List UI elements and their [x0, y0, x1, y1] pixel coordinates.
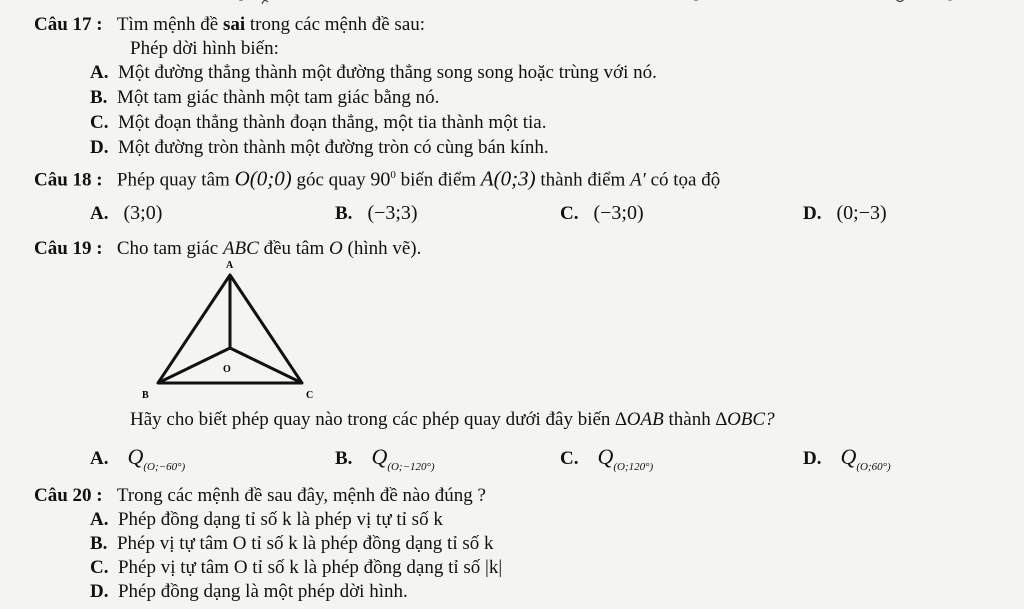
option-value: (0;−3) [836, 202, 887, 224]
question-17-text: Tìm mệnh đề [116, 14, 223, 35]
question-18-option-d[interactable] [803, 202, 887, 225]
option-value: (−3;3) [367, 202, 418, 224]
question-18-label: Câu 18 : [34, 169, 103, 191]
option-text: Một tam giác thành một tam giác bằng nó. [116, 87, 440, 108]
question-17-option-d[interactable] [90, 137, 549, 159]
rotation-symbol: Q [597, 444, 614, 469]
question-17-label: Câu 17 : [34, 14, 103, 35]
rotation-angle: 90 [370, 168, 391, 191]
option-text: Phép vị tự tâm O tỉ số k là phép đồng dạng tỉ số |k| [117, 557, 503, 578]
question-17-emphasis: sai [222, 14, 246, 35]
triangle-oab: ∆OAB [615, 409, 664, 430]
vertex-a-label: A [226, 260, 234, 271]
option-value: (3;0) [123, 202, 163, 224]
question-19-label: Câu 19 : [34, 238, 103, 259]
question-18-text: Phép quay tâm [116, 169, 235, 191]
question-19-option-c[interactable] [560, 446, 653, 478]
question-19-option-a[interactable] [90, 446, 185, 478]
option-letter: D. [803, 448, 822, 469]
question-18-text-2: góc quay [291, 169, 371, 191]
cropped-previous-content [0, 0, 1024, 8]
rotation-symbol: Q [840, 444, 857, 469]
option-letter: C. [90, 557, 109, 578]
rotation-symbol: Q [127, 444, 144, 469]
option-letter: B. [335, 203, 353, 224]
degree-mark: 0 [390, 169, 396, 181]
option-text: Một đường tròn thành một đường tròn có cùng bán kính. [117, 137, 549, 158]
question-17-intro: Phép dời hình biến: [130, 38, 279, 59]
question-18-option-b[interactable] [335, 202, 418, 225]
option-letter: A. [90, 448, 109, 469]
option-letter: C. [90, 112, 109, 133]
question-20-label: Câu 20 : [34, 485, 103, 506]
option-letter: A. [90, 62, 109, 83]
question-20-stem [34, 485, 486, 507]
question-18-option-a[interactable] [90, 202, 162, 225]
rotation-subscript: (O;120°) [613, 461, 654, 473]
image-point: A′ [630, 169, 646, 191]
question-19-text-2: đều tâm [258, 238, 330, 259]
option-text: Một đường thẳng thành một đường thẳng song song hoặc trùng với nó. [117, 62, 657, 83]
question-19-text-3: (hình vẽ). [342, 238, 422, 259]
question-17-option-c[interactable] [90, 112, 546, 134]
option-letter: C. [560, 203, 579, 224]
triangle-name: ABC [222, 238, 259, 259]
question-20-option-a[interactable] [90, 509, 443, 531]
question-19-prompt-text: Hãy cho biết phép quay nào trong các phép quay dưới đây biến [130, 409, 616, 430]
point-a: A(0;3) [480, 166, 536, 191]
vertex-b-label: B [142, 390, 149, 401]
question-20-option-c[interactable] [90, 557, 502, 579]
question-19-option-d[interactable] [803, 446, 891, 478]
rotation-subscript: (O;−120°) [387, 461, 435, 473]
option-letter: A. [90, 203, 109, 224]
question-17-stem [34, 14, 425, 36]
question-18-option-c[interactable] [560, 202, 644, 225]
rotation-center: O(0;0) [234, 166, 292, 191]
rotation-subscript: (O;60°) [856, 461, 891, 473]
option-text: Phép vị tự tâm O tỉ số k là phép đồng dạng tỉ số k [116, 533, 494, 554]
option-letter: B. [90, 87, 108, 108]
question-19-option-b[interactable] [335, 446, 435, 478]
question-17-text-end: trong các mệnh đề sau: [245, 14, 426, 35]
question-18-stem [34, 164, 720, 191]
question-19-prompt [130, 409, 775, 431]
question-20-text: Trong các mệnh đề sau đây, mệnh đề nào đúng ? [116, 485, 486, 506]
center-o-label: O [223, 364, 231, 375]
rotation-symbol: Q [371, 444, 388, 469]
option-value: (−3;0) [593, 202, 644, 224]
option-letter: C. [560, 448, 579, 469]
option-text: Phép đồng dạng tỉ số k là phép vị tự tỉ số k [117, 509, 443, 530]
option-text: Phép đồng dạng là một phép dời hình. [117, 581, 408, 602]
question-19-prompt-mid: thành [663, 409, 716, 430]
question-20-option-d[interactable] [90, 581, 408, 603]
question-18-text-3: biến điểm [395, 169, 481, 191]
option-letter: B. [335, 448, 353, 469]
question-18-text-4: thành điểm [535, 169, 631, 191]
rotation-subscript: (O;−60°) [143, 461, 186, 473]
option-letter: A. [90, 509, 109, 530]
question-20-option-b[interactable] [90, 533, 494, 555]
option-text: Một đoạn thẳng thành đoạn thẳng, một tia thành một tia. [117, 112, 547, 133]
question-17-option-a[interactable] [90, 62, 657, 84]
question-19-text: Cho tam giác [116, 238, 223, 259]
center-name: O [329, 238, 343, 259]
triangle-obc: ∆OBC? [715, 409, 775, 430]
option-letter: B. [90, 533, 108, 554]
option-letter: D. [90, 581, 109, 602]
equilateral-triangle-figure [130, 255, 330, 405]
option-letter: D. [803, 203, 822, 224]
question-17-option-b[interactable] [90, 87, 439, 109]
vertex-c-label: C [306, 390, 314, 401]
option-letter: D. [90, 137, 109, 158]
question-18-text-5: có tọa độ [645, 169, 721, 191]
